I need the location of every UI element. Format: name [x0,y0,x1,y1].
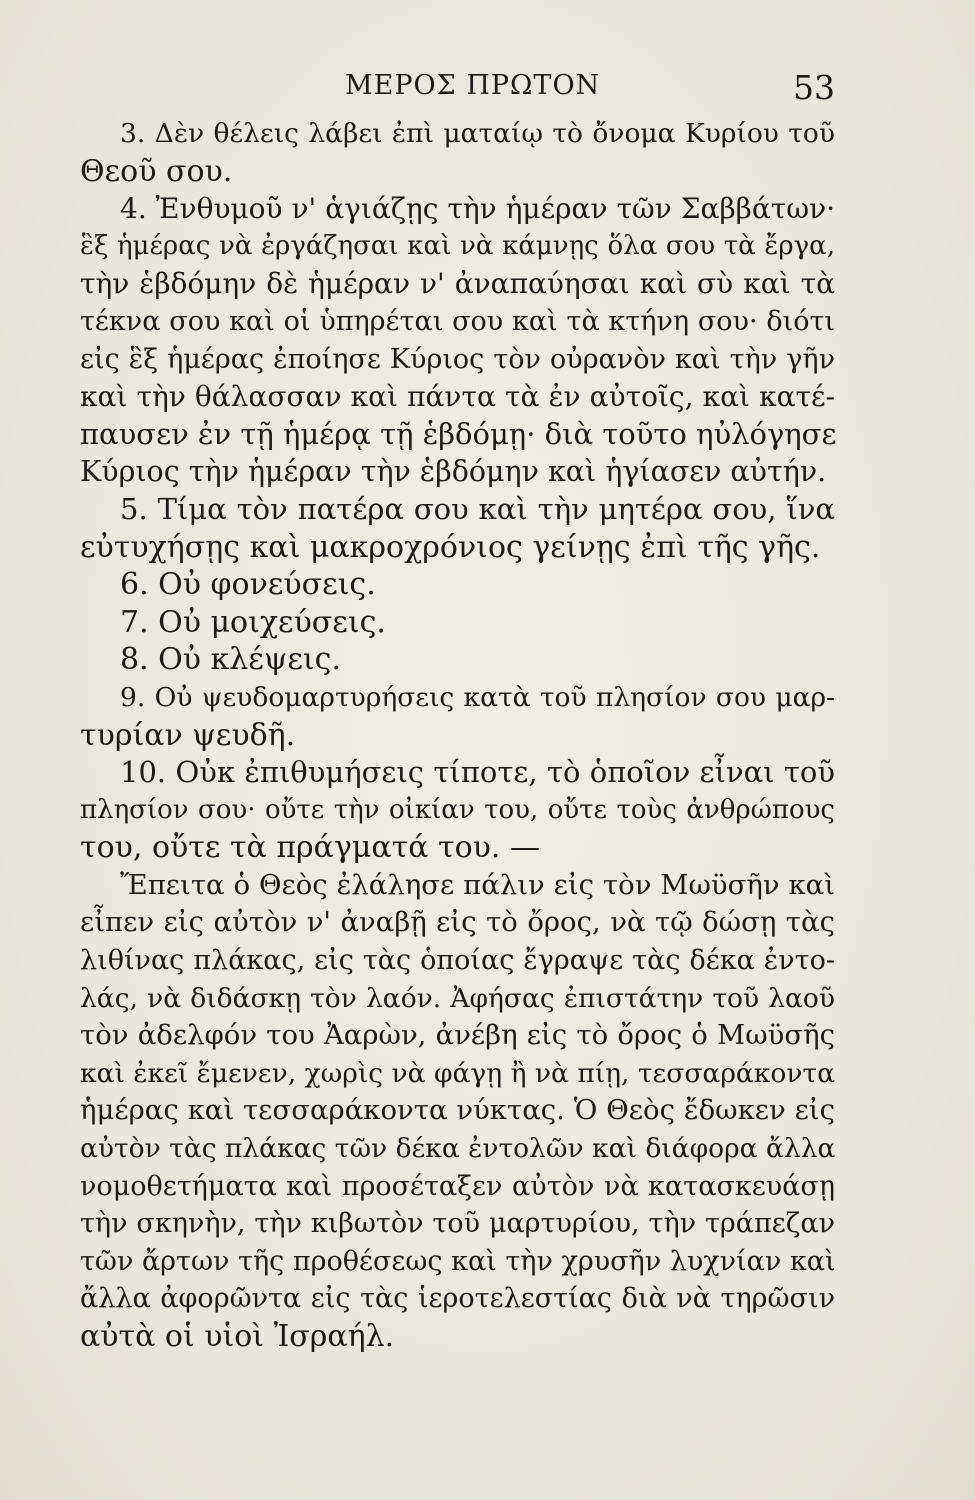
text-line: λιθίνας πλάκας, εἰς τὰς ὁποίας ἔγραψε τὰς δέκα ἐντο- [80,945,835,977]
text-line: 4. Ἐνθυμοῦ ν' ἁγιάζῃς τὴν ἡμέραν τῶν Σαββάτων· [120,192,835,226]
text-line: καὶ τὴν θάλασσαν καὶ πάντα τὰ ἐν αὐτοῖς, καὶ κατέ- [80,380,835,414]
text-line: ἓξ ἡμέρας νὰ ἐργάζησαι καὶ νὰ κάμνῃς ὅλα σου τὰ ἔργα, [80,230,835,261]
text-line: Κύριος τὴν ἡμέραν τὴν ἑβδόμην καὶ ἡγίασεν αὐτήν. [80,455,827,489]
text-line: τὴν σκηνὴν, τὴν κιβωτὸν τοῦ μαρτυρίου, τὴν τράπεζαν [80,1208,835,1240]
text-line: 5. Τίμα τὸν πατέρα σου καὶ τὴν μητέρα σου, ἵνα [120,491,835,526]
text-line: εὐτυχήσῃς καὶ μακροχρόνιος γείνῃς ἐπὶ τῆς γῆς. [80,529,821,565]
text-line: αὐτὰ οἱ υἱοὶ Ἰσραήλ. [80,1319,395,1354]
text-line: τυρίαν ψευδῆ. [80,717,296,753]
text-line: παυσεν ἐν τῇ ἡμέρᾳ τῇ ἑβδόμῃ· διὰ τοῦτο ηὐλόγησε [80,416,837,451]
text-line: τῶν ἄρτων τῆς προθέσεως καὶ τὴν χρυσῆν λυχνίαν καὶ [80,1245,836,1277]
text-line: νομοθετήματα καὶ προσέταξεν αὐτὸν νὰ κατασκευάσῃ [80,1170,835,1202]
text-line: ἡμέρας καὶ τεσσαράκοντα νύκτας. Ὁ Θεὸς ἔδωκεν εἰς [80,1094,835,1127]
text-line: Θεοῦ σου. [80,153,233,189]
text-line: τέκνα σου καὶ οἱ ὑπηρέται σου καὶ τὰ κτήνη σου· διότι [80,305,835,337]
text-line: του, οὔτε τὰ πράγματά του. — [80,830,540,866]
text-line: εἰς ἓξ ἡμέρας ἐποίησε Κύριος τὸν οὐρανὸν καὶ τὴν γῆν [80,343,835,375]
text-line: 8. Οὐ κλέψεις. [120,642,342,678]
text-line: 10. Οὐκ ἐπιθυμήσεις τίποτε, τὸ ὁποῖον εἶναι τοῦ [120,755,835,790]
text-line: 9. Οὐ ψευδομαρτυρήσεις κατὰ τοῦ πλησίον σου μαρ- [120,681,835,713]
text-line: εἶπεν εἰς αὐτὸν ν' ἀναβῇ εἰς τὸ ὄρος, νὰ τῷ δώσῃ τὰς [80,906,835,939]
text-line: τὴν ἑβδόμην δὲ ἡμέραν ν' ἀναπαύησαι καὶ σὺ καὶ τὰ [80,267,835,301]
page-number: 53 [793,68,835,107]
text-line: 3. Δὲν θέλεις λάβει ἐπὶ ματαίῳ τὸ ὄνομα Κυρίου τοῦ [120,118,835,149]
page-header [80,68,835,108]
text-line: Ἔπειτα ὁ Θεὸς ἐλάλησε πάλιν εἰς τὸν Μωϋσῆν καὶ [120,868,835,901]
text-line: 6. Οὐ φονεύσεις. [120,567,376,603]
body-text [80,115,835,1356]
text-line: 7. Οὐ μοιχεύσεις. [120,604,386,640]
running-head: ΜΕΡΟΣ ΠΡΩΤΟΝ [345,70,601,101]
text-line: καὶ ἐκεῖ ἔμενεν, χωρὶς νὰ φάγῃ ἢ νὰ πίῃ, τεσσαράκοντα [80,1057,835,1089]
text-line: πλησίον σου· οὔτε τὴν οἰκίαν του, οὔτε τοὺς ἀνθρώπους [80,794,835,825]
text-line: ἄλλα ἀφορῶντα εἰς τὰς ἱεροτελεστίας διὰ νὰ τηρῶσιν [80,1283,835,1315]
text-line: αὐτὸν τὰς πλάκας τῶν δέκα ἐντολῶν καὶ διάφορα ἄλλα [80,1133,836,1165]
text-line: τὸν ἀδελφόν του Ἀαρὼν, ἀνέβη εἰς τὸ ὄρος ὁ Μωϋσῆς [80,1019,835,1052]
text-line: λάς, νὰ διδάσκῃ τὸν λαόν. Ἀφήσας ἐπιστάτην τοῦ λαοῦ [80,982,835,1014]
